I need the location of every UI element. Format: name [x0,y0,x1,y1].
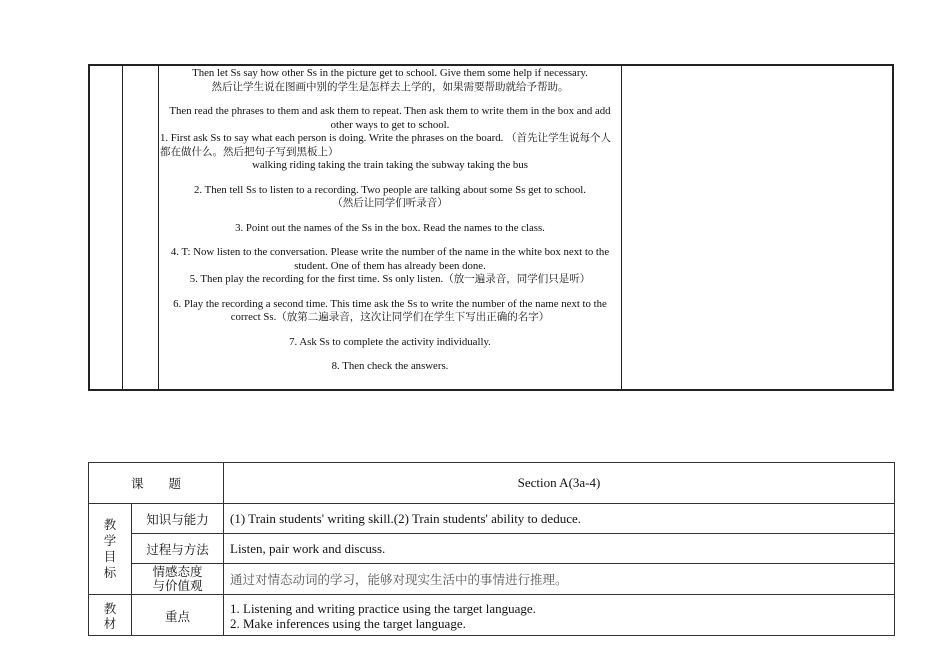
procedure-line: Then read the phrases to them and ask them to repeat. Then ask them to write them in the box and add other ways to get to school. [169,105,611,131]
procedure-line: 7. Ask Ss to complete the activity individually. [289,335,491,348]
column-divider [158,66,159,389]
procedure-line: walking riding taking the train taking the subway taking the bus [252,159,528,171]
process-method-value: Listen, pair work and discuss. [230,540,386,556]
column-divider [122,66,123,389]
topic-label: 课 题 [130,476,181,491]
procedure-line-zh: （放一遍录音，同学们只是听） [443,273,591,285]
procedure-line-zh: （放第二遍录音，这次让同学们在学生下写出正确的名字） [276,311,550,323]
knowledge-ability-value: (1) Train students' writing skill.(2) Train students' ability to deduce. [230,510,581,526]
column-divider [621,66,622,389]
key-point-item: 1. Listening and writing practice using the target language. [230,601,536,616]
topic-value: Section A(3a-4) [517,475,601,490]
key-point-label: 重点 [164,609,190,624]
procedure-line: Then let Ss say how other Ss in the picture get to school. Give them some help if necessary. [192,67,588,79]
procedure-line: 6. Play the recording a second time. This time ask the Ss to write the number of the name next to the correct Ss. [173,297,607,323]
key-point-item: 2. Make inferences using the target language. [230,616,466,631]
procedure-line: 3. Point out the names of the Ss in the box. Read the names to the class. [235,221,545,234]
procedure-line-zh: （然后让同学们听录音） [332,197,448,209]
attitude-values-label: 情感态度 与价值观 [152,564,203,593]
procedure-text [160,67,620,374]
procedure-line: 8. Then check the answers. [331,360,449,372]
procedure-line-zh: 然后让学生说在图画中别的学生是怎样去上学的，如果需要帮助就给予帮助。 [211,80,569,93]
process-method-label: 过程与方法 [146,541,209,557]
procedure-line: 4. T: Now listen to the conversation. Please write the number of the name in the white box next to the student. One of them has already been done. [170,246,610,272]
knowledge-ability-label: 知识与能力 [146,511,209,527]
procedure-line-zh: （首先让学生说每个人都在做什么。然后把句子写到黑板上） [160,132,612,158]
lesson-plan-table [88,462,895,636]
procedure-line: 1. First ask Ss to say what each person is doing. Write the phrases on the board. [160,132,504,144]
attitude-values-value: 通过对情态动词的学习，能够对现实生活中的事情进行推理。 [230,572,568,587]
procedure-table [88,64,894,391]
material-label: 教 材 [103,601,117,631]
teaching-goals-label: 教 学 目 标 [103,517,117,580]
procedure-line: 2. Then tell Ss to listen to a recording. Two people are talking about some Ss get to school. [194,183,586,196]
procedure-line: 5. Then play the recording for the first time. Ss only listen. [189,273,444,285]
key-points [230,595,894,637]
